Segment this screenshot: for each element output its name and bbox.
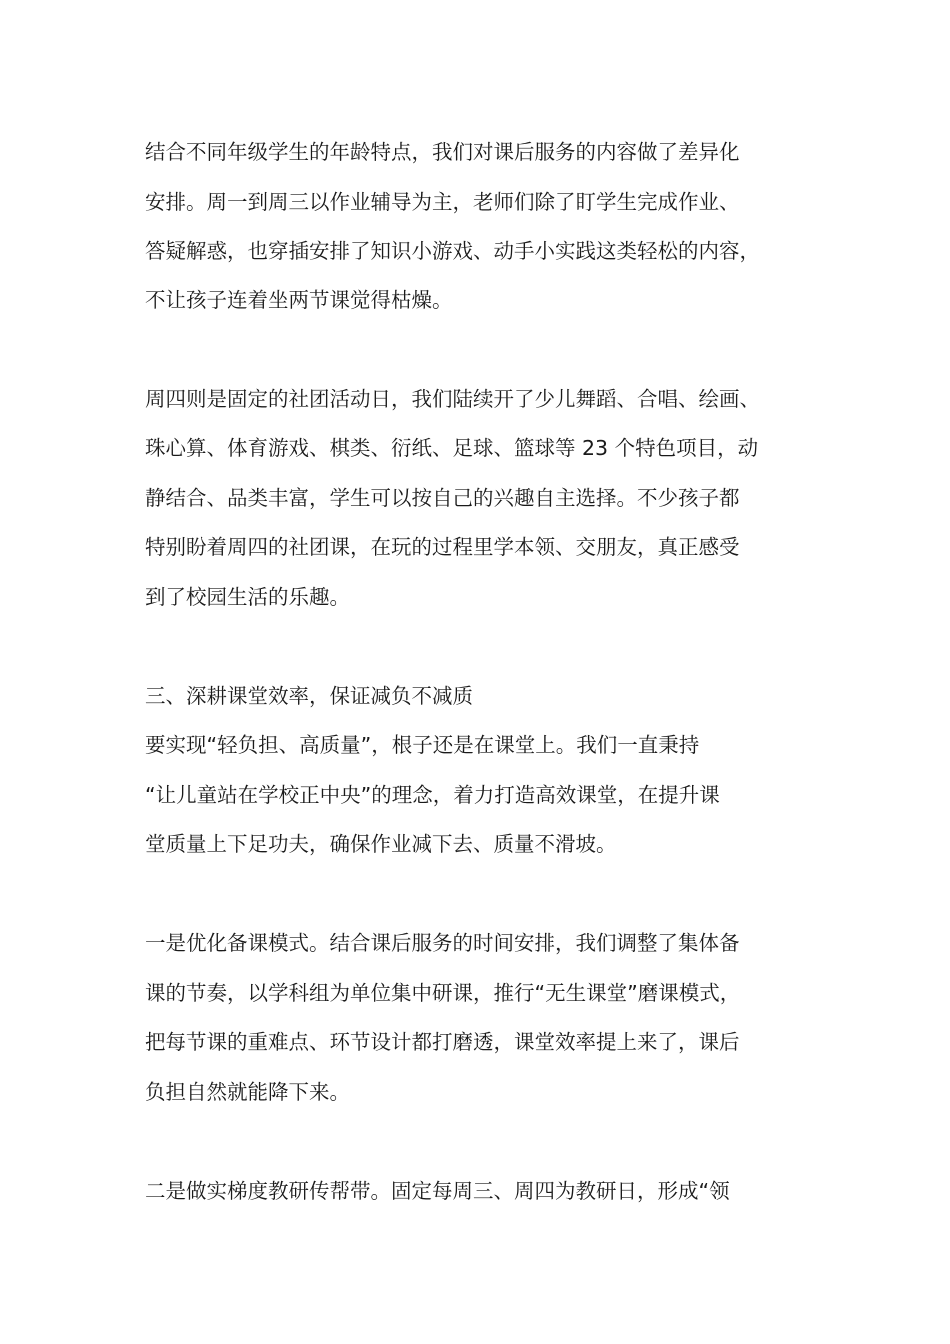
text-line: 珠心算、体育游戏、棋类、衍纸、足球、篮球等 23 个特色项目，动 bbox=[145, 436, 759, 460]
text-line: 堂质量上下足功夫，确保作业减下去、质量不滑坡。 bbox=[145, 832, 617, 856]
text-line: 答疑解惑，也穿插安排了知识小游戏、动手小实践这类轻松的内容， bbox=[145, 239, 760, 263]
text-line: 不让孩子连着坐两节课觉得枯燥。 bbox=[145, 288, 453, 312]
text-line: 二是做实梯度教研传帮带。固定每周三、周四为教研日，形成“领 bbox=[145, 1179, 730, 1203]
text-line: 把每节课的重难点、环节设计都打磨透，课堂效率提上来了，课后 bbox=[145, 1030, 740, 1054]
text-line: 结合不同年级学生的年龄特点，我们对课后服务的内容做了差异化 bbox=[145, 140, 740, 164]
text-line: 特别盼着周四的社团课，在玩的过程里学本领、交朋友，真正感受 bbox=[145, 535, 740, 559]
text-line: “让儿童站在学校正中央”的理念，着力打造高效课堂，在提升课 bbox=[145, 783, 720, 807]
text-line: 课的节奏，以学科组为单位集中研课，推行“无生课堂”磨课模式， bbox=[145, 981, 741, 1005]
text-line: 静结合、品类丰富，学生可以按自己的兴趣自主选择。不少孩子都 bbox=[145, 486, 740, 510]
text-line: 安排。周一到周三以作业辅导为主，老师们除了盯学生完成作业、 bbox=[145, 190, 740, 214]
text-line: 一是优化备课模式。结合课后服务的时间安排，我们调整了集体备 bbox=[145, 931, 740, 955]
text-line: 负担自然就能降下来。 bbox=[145, 1080, 350, 1104]
section-heading: 三、深耕课堂效率，保证减负不减质 bbox=[145, 684, 473, 708]
text-line: 到了校园生活的乐趣。 bbox=[145, 585, 350, 609]
text-line: 周四则是固定的社团活动日，我们陆续开了少儿舞蹈、合唱、绘画、 bbox=[145, 387, 760, 411]
text-line: 要实现“轻负担、高质量”，根子还是在课堂上。我们一直秉持 bbox=[145, 733, 700, 757]
